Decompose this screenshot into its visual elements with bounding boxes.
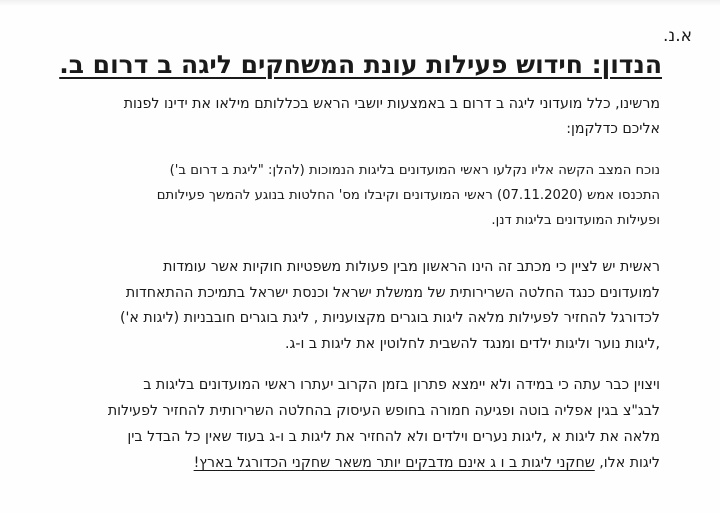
paragraph-4-line: לבג"צ בגין אפליה בוטה ופגיעה חמורה בחופש העיסוק בהחלטה השרירותית להחזיר לפעילות xyxy=(107,403,660,419)
paragraph-4-line: ויצוין כבר עתה כי במידה ולא יימצא פתרון בזמן הקרוב יעתרו ראשי המועדונים בליגות ב xyxy=(143,377,660,393)
paragraph-2-line: התכנסו אמש (07.11.2020) ראשי המועדונים וקיבלו מס' החלטות בנוגע להמשך פעילותם xyxy=(156,188,660,203)
paragraph-2-line: נוכח המצב הקשה אליו נקלעו ראשי המועדונים בליגות הנמוכות (להלן: "ליגת ב דרום ב') xyxy=(169,163,660,178)
paragraph-1-line: אליכם כדלקמן: xyxy=(566,121,660,137)
paragraph-2 xyxy=(58,158,660,233)
paragraph-4-line: מלאה את ליגות א ,ליגות נערים וילדים ולא להחזיר את ליגות ב ו-ג בעוד שאין כל הבדל בין xyxy=(127,429,660,445)
paragraph-4 xyxy=(58,372,660,476)
document-title: הנדון: חידוש פעילות עונת המשחקים ליגה ב דרום ב. xyxy=(59,50,662,79)
paragraph-3 xyxy=(58,255,660,357)
salutation-mark: א.נ. xyxy=(663,26,692,46)
paragraph-3-line: ראשית יש לציין כי מכתב זה הינו הראשון מבין פעולות משפטיות חוקיות אשר עומדות xyxy=(163,259,660,275)
scan-edge-shadow xyxy=(0,0,720,6)
paragraph-2-line: ופעילות המועדונים בליגות דנן. xyxy=(491,213,660,228)
paragraph-3-line: ,ליגות נוער וליגות ילדים ומנגד להשבית לחלוטין את ליגות ב ו-ג. xyxy=(284,335,660,352)
paragraph-4-emphasis: שחקני ליגות ב ו ג אינם מדבקים יותר משאר שחקני הכדורגל בארץ! xyxy=(193,455,595,471)
paragraph-3-line: למועדונים כנגד החלטה השרירותית של ממשלת ישראל וכנסת ישראל בתמיכת ההתאחדות xyxy=(125,284,660,301)
paragraph-1 xyxy=(58,92,660,142)
paragraph-4-last-line xyxy=(58,450,660,476)
paragraph-1-line: מרשינו, כלל מועדוני ליגה ב דרום ב באמצעות יושבי הראש בכללותם מילאו את ידינו לפנות xyxy=(123,96,660,112)
paragraph-3-line: לכדורגל להחזיר לפעילות מלאה ליגות בוגרים מקצועניות , ליגת בוגרים חובבניות (ליגות א') xyxy=(119,310,660,326)
paragraph-4-last-plain: ליגות אלו, xyxy=(599,455,660,471)
